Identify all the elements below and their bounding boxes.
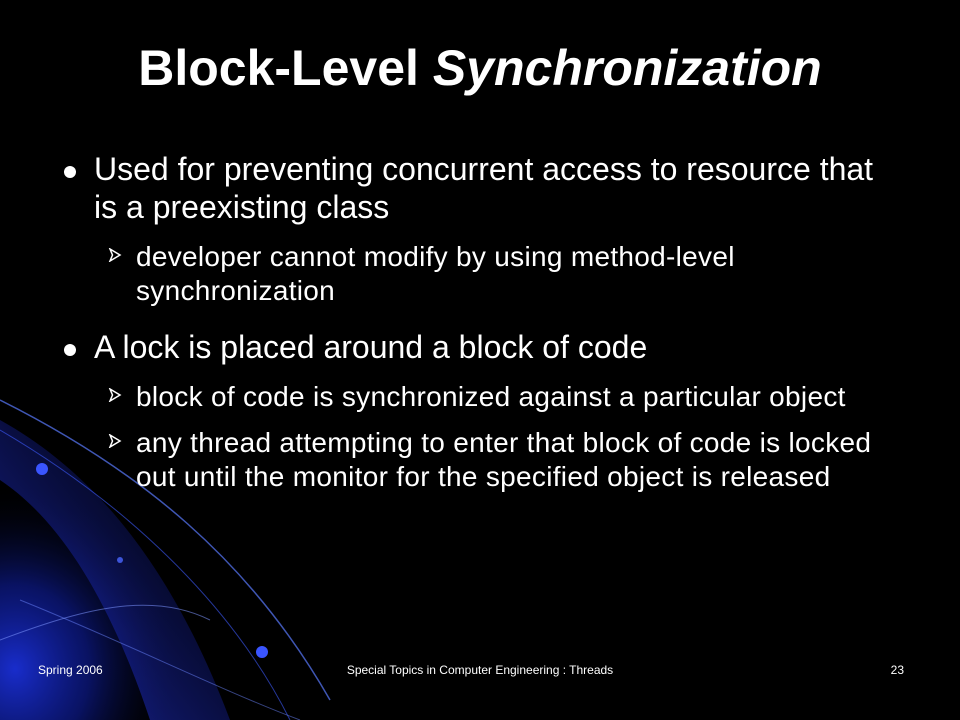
bullet-dot-icon: [64, 344, 76, 356]
title-plain: Block-Level: [138, 40, 433, 96]
sub-bullet-item: [60, 380, 880, 414]
footer-page-number: 23: [890, 663, 904, 677]
footer-course-title: Special Topics in Computer Engineering : Threads: [346, 663, 614, 677]
sub-bullet-text: block of code is synchronized against a particular object: [136, 381, 846, 412]
sub-bullet-item: [60, 426, 880, 494]
arrow-bullet-icon: [108, 388, 122, 402]
bullet-text: A lock is placed around a block of code: [94, 329, 648, 365]
title-italic: Synchronization: [432, 40, 822, 96]
bullet-item: [60, 328, 880, 366]
arrow-bullet-icon: [108, 248, 122, 262]
sub-bullet-text: any thread attempting to enter that block of code is locked out until the monitor for the specified object is released: [136, 427, 872, 492]
slide-title: [0, 38, 960, 98]
footer-date: Spring 2006: [38, 663, 103, 677]
bullet-dot-icon: [64, 166, 76, 178]
decorative-dot: [117, 557, 123, 563]
bullet-item: [60, 150, 880, 226]
decorative-dot: [256, 646, 268, 658]
slide-content: [60, 150, 880, 506]
bullet-text: Used for preventing concurrent access to resource that is a preexisting class: [94, 151, 874, 225]
sub-bullet-text: developer cannot modify by using method-level synchronization: [136, 241, 735, 306]
sub-bullet-item: [60, 240, 880, 308]
arrow-bullet-icon: [108, 434, 122, 448]
decorative-dot: [36, 463, 48, 475]
